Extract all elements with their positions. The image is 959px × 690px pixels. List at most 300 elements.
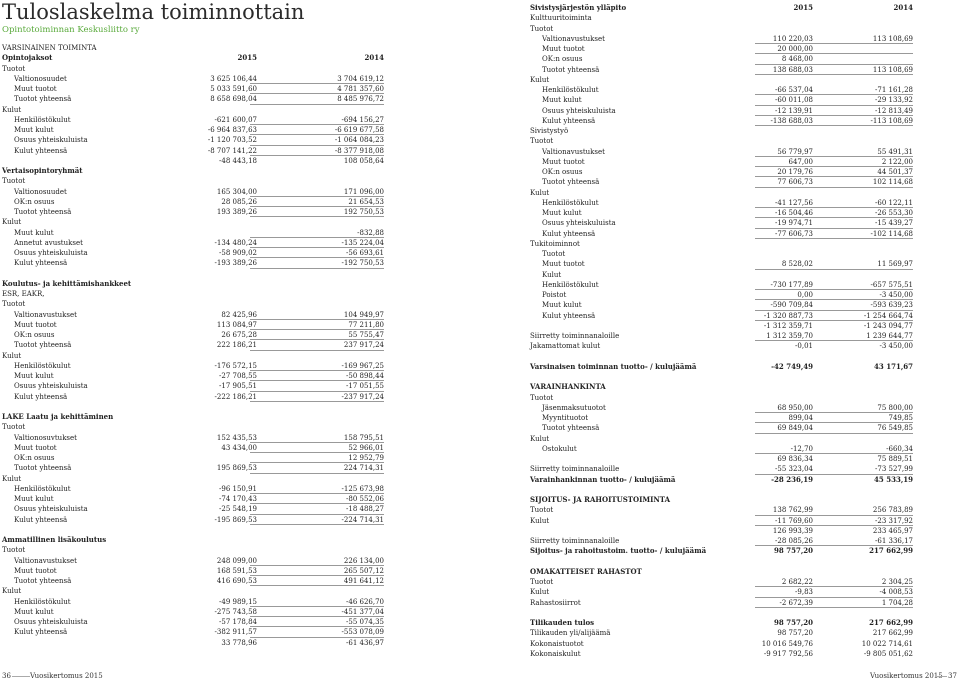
row-label: Kokonaistuotot xyxy=(530,639,584,648)
row-label: OK:n osuus xyxy=(14,454,55,462)
statement-row xyxy=(2,310,384,320)
statement-row xyxy=(2,504,384,514)
statement-row xyxy=(530,526,913,536)
statement-row xyxy=(2,494,384,504)
statement-row xyxy=(2,238,384,248)
value-2014: -71 161,28 xyxy=(875,86,913,94)
statement-row xyxy=(2,515,384,525)
row-label: Kulut xyxy=(2,474,22,483)
row-label: Muut kulut xyxy=(542,96,582,105)
row-label: Kulut xyxy=(2,105,22,114)
statement-row xyxy=(530,423,913,433)
row-label: Tuotot yhteensä xyxy=(542,424,600,433)
organization-subtitle: Opintotoiminnan Keskusliitto ry xyxy=(2,25,140,35)
value-2014: -55 074,35 xyxy=(346,618,384,626)
row-label: Osuus yhteiskuluista xyxy=(14,505,88,514)
row-label: Muut tuotot xyxy=(542,157,585,166)
value-2014: -135 224,04 xyxy=(341,238,384,247)
statement-row xyxy=(530,229,913,239)
value-2015: 152 435,53 xyxy=(216,433,257,442)
row-label: Henkilöstökulut xyxy=(14,484,71,493)
row-label: Tuotot xyxy=(2,300,26,309)
row-label: Ostokulut xyxy=(542,444,577,453)
value-2014: 55 755,47 xyxy=(348,331,384,339)
value-2015: -9,83 xyxy=(795,588,813,597)
statement-row xyxy=(530,311,913,321)
row-label: Muut kulut xyxy=(14,372,54,380)
statement-row xyxy=(2,217,384,227)
value-2015: -96 150,91 xyxy=(219,484,257,493)
value-2015: 193 389,26 xyxy=(216,208,257,216)
value-2015: -55 323,04 xyxy=(775,465,813,474)
value-2015: 222 186,21 xyxy=(216,341,257,350)
statement-row xyxy=(530,218,913,228)
row-label: Valtionavustukset xyxy=(14,310,77,319)
value-2014: -237 917,24 xyxy=(341,392,384,401)
row-label: Kulut xyxy=(2,351,22,360)
value-2014: 749,85 xyxy=(888,414,913,422)
row-label: OK:n osuus xyxy=(542,168,583,176)
row-label: VARSINAINEN TOIMINTA xyxy=(2,44,97,52)
value-2014: 104 949,97 xyxy=(343,310,384,319)
value-2015: 77 606,73 xyxy=(777,178,813,187)
value-2015: -58 909,02 xyxy=(219,249,257,257)
statement-row xyxy=(2,269,384,279)
value-2014: -46 626,70 xyxy=(346,597,384,606)
row-label: Kulut yhteensä xyxy=(542,116,596,125)
row-label: Varainhankinnan tuotto- / kulujäämä xyxy=(530,474,676,484)
value-2014: -6 619 677,58 xyxy=(334,126,384,134)
statement-row xyxy=(2,299,384,309)
row-label: Tuotot yhteensä xyxy=(14,95,72,104)
statement-row xyxy=(2,361,384,371)
row-label: Kulut yhteensä xyxy=(14,628,68,637)
row-label: Tuotot xyxy=(530,578,554,586)
row-label: Valtionavustukset xyxy=(542,34,605,43)
statement-row xyxy=(2,156,384,166)
statement-row xyxy=(2,392,384,402)
value-2015: 20 179,76 xyxy=(777,168,813,176)
value-2015: 126 993,39 xyxy=(772,526,813,535)
statement-row xyxy=(530,239,913,249)
statement-row xyxy=(530,608,913,618)
statement-row xyxy=(530,587,913,597)
value-2015: 165 304,00 xyxy=(216,187,257,196)
statement-row xyxy=(530,75,913,85)
value-2015: -17 905,51 xyxy=(219,382,257,391)
statement-row xyxy=(2,166,384,176)
statement-row xyxy=(2,105,384,115)
value-2014: 52 966,01 xyxy=(348,443,384,452)
value-2015: 168 591,53 xyxy=(216,566,257,575)
value-2015: -9 917 792,56 xyxy=(763,649,813,658)
value-2015: 899,04 xyxy=(788,414,813,422)
row-label: Henkilöstökulut xyxy=(14,115,71,124)
row-label: Tuotot yhteensä xyxy=(542,65,600,74)
statement-row xyxy=(2,566,384,576)
value-2015: 2015 xyxy=(237,53,257,63)
row-label: Kulut xyxy=(530,588,550,597)
row-label: Osuus yhteiskuluista xyxy=(14,618,88,626)
value-2014: -50 898,44 xyxy=(346,372,384,380)
value-2015: -275 743,58 xyxy=(214,607,257,616)
row-label: Valtionavustukset xyxy=(14,556,77,565)
value-2015: 195 869,53 xyxy=(216,464,257,473)
value-2014: 224 714,31 xyxy=(343,464,384,473)
statement-row xyxy=(2,320,384,330)
statement-row xyxy=(2,381,384,391)
value-2015: 69 836,34 xyxy=(777,455,813,463)
row-label: Kulut xyxy=(2,587,22,596)
value-2014: 192 750,53 xyxy=(343,208,384,216)
statement-row xyxy=(530,413,913,423)
value-2014: -657 575,51 xyxy=(870,280,913,289)
statement-row xyxy=(530,198,913,208)
value-2015: -28 236,19 xyxy=(771,474,813,484)
value-2014: 8 485 976,72 xyxy=(337,95,384,104)
statement-row xyxy=(530,444,913,454)
value-2015: -19 974,71 xyxy=(775,219,813,228)
value-2015: -730 177,89 xyxy=(770,280,813,289)
row-label: Tuotot xyxy=(542,250,566,258)
row-label: Tuotot yhteensä xyxy=(542,178,600,187)
value-2015: -0,01 xyxy=(795,342,813,351)
statement-row xyxy=(530,249,913,259)
statement-row xyxy=(2,279,384,289)
value-2015: -1 120 703,52 xyxy=(207,136,257,145)
statement-row xyxy=(2,187,384,197)
value-2014: 217 662,99 xyxy=(872,629,913,638)
row-label: Tuotot xyxy=(2,64,26,73)
statement-row xyxy=(530,24,913,34)
statement-row xyxy=(530,54,913,64)
value-2015: 33 778,96 xyxy=(221,638,257,647)
row-label: Tuotot xyxy=(530,137,554,146)
statement-row xyxy=(2,248,384,258)
value-2015: -11 769,60 xyxy=(775,516,813,525)
value-2014: 256 783,89 xyxy=(872,506,913,515)
value-2014: -29 133,92 xyxy=(875,96,913,105)
value-2014: -56 693,61 xyxy=(346,249,384,257)
value-2014: 10 022 714,61 xyxy=(861,639,913,648)
statement-row xyxy=(2,484,384,494)
row-label: Muut tuotot xyxy=(542,45,585,53)
statement-row xyxy=(530,495,913,505)
statement-row xyxy=(530,208,913,218)
value-2014: 226 134,00 xyxy=(343,556,384,565)
statement-row xyxy=(2,422,384,432)
statement-row xyxy=(2,94,384,104)
value-2015: -134 480,24 xyxy=(214,238,257,247)
value-2014: -1 064 084,23 xyxy=(334,136,384,145)
row-label: Osuus yhteiskuluista xyxy=(14,136,88,145)
statement-row xyxy=(2,53,384,63)
value-2014: 4 781 357,60 xyxy=(337,85,384,93)
value-2014: -113 108,69 xyxy=(870,116,913,125)
statement-row xyxy=(530,577,913,587)
statement-row xyxy=(2,545,384,555)
row-label: Henkilöstökulut xyxy=(14,597,71,606)
statement-row xyxy=(530,280,913,290)
statement-row xyxy=(530,464,913,474)
value-2015: -195 869,53 xyxy=(214,515,257,524)
row-label: Sijoitus- ja rahoitustoim. tuotto- / kulujäämä xyxy=(530,546,707,556)
row-label: Kulut yhteensä xyxy=(14,515,68,524)
statement-row xyxy=(2,443,384,453)
row-label: Kulut yhteensä xyxy=(14,392,68,401)
value-2014: 171 096,00 xyxy=(343,187,384,196)
statement-row xyxy=(2,433,384,443)
statement-row xyxy=(530,485,913,495)
row-label: Muut tuotot xyxy=(14,443,57,452)
row-label: Henkilöstökulut xyxy=(542,280,599,289)
statement-row xyxy=(2,340,384,350)
statement-row xyxy=(2,197,384,207)
statement-row xyxy=(530,567,913,577)
value-2015: -25 548,19 xyxy=(219,505,257,514)
statement-row xyxy=(530,300,913,310)
value-2014: 113 108,69 xyxy=(872,34,913,43)
row-label: Valtionosuudet xyxy=(14,74,67,83)
statement-row xyxy=(2,115,384,125)
value-2014: -694 156,27 xyxy=(341,115,384,124)
row-label: Kulut xyxy=(530,188,550,197)
statement-row xyxy=(530,454,913,464)
value-2014: -832,88 xyxy=(357,228,384,237)
value-2015: -48 443,18 xyxy=(219,156,257,165)
statement-row xyxy=(530,557,913,567)
row-label: Jäsenmaksutuotot xyxy=(542,403,606,412)
statement-row xyxy=(530,649,913,659)
statement-row xyxy=(2,84,384,94)
statement-row xyxy=(2,463,384,473)
statement-row xyxy=(530,618,913,628)
value-2014: -593 639,23 xyxy=(870,301,913,310)
value-2015: -77 606,73 xyxy=(775,229,813,238)
value-2015: 56 779,97 xyxy=(777,147,813,156)
value-2014: 102 114,68 xyxy=(872,178,913,187)
value-2015: -57 178,84 xyxy=(219,618,257,626)
row-label: Kulut xyxy=(530,75,550,84)
row-label: Tuotot xyxy=(530,24,554,33)
statement-row xyxy=(2,607,384,617)
value-2015: -138 688,03 xyxy=(770,116,813,125)
value-2015: 26 675,28 xyxy=(221,331,257,339)
statement-row xyxy=(530,475,913,485)
statement-row xyxy=(530,13,913,23)
row-label: Annetut avustukset xyxy=(14,238,83,247)
statement-row xyxy=(2,617,384,627)
value-2015: -74 170,43 xyxy=(219,495,257,503)
statement-row xyxy=(530,65,913,75)
value-2014: -8 377 918,08 xyxy=(334,146,384,155)
statement-row xyxy=(530,352,913,362)
row-label: Siirretty toiminnanaloille xyxy=(530,537,620,545)
left-statement-column xyxy=(2,43,384,648)
value-2014: -1 254 664,74 xyxy=(863,311,913,320)
row-label: Tuotot xyxy=(530,393,554,402)
value-2015: 68 950,00 xyxy=(777,403,813,412)
row-label: Muut tuotot xyxy=(542,260,585,269)
statement-row xyxy=(2,556,384,566)
value-2014: -73 527,99 xyxy=(875,465,913,474)
statement-row xyxy=(2,453,384,463)
value-2014: 77 211,80 xyxy=(348,320,384,329)
row-label: OK:n osuus xyxy=(14,197,55,206)
value-2014: 45 533,19 xyxy=(874,474,913,484)
row-label: Kulut yhteensä xyxy=(542,229,596,238)
statement-row xyxy=(2,176,384,186)
value-2014: -18 488,27 xyxy=(346,505,384,514)
footer-page-right: 37 xyxy=(948,672,957,680)
value-2015: 138 688,03 xyxy=(772,65,813,74)
row-label: LAKE Laatu ja kehittäminen xyxy=(2,412,114,421)
value-2015: 5 033 591,60 xyxy=(210,85,257,93)
statement-row xyxy=(530,628,913,638)
value-2014: -660,34 xyxy=(886,444,913,453)
statement-row xyxy=(530,516,913,526)
statement-row xyxy=(530,3,913,13)
statement-row xyxy=(2,289,384,299)
value-2014: 1 704,28 xyxy=(881,598,913,607)
statement-row xyxy=(2,638,384,648)
value-2015: 647,00 xyxy=(788,157,813,166)
statement-row xyxy=(530,34,913,44)
value-2015: -1 312 359,71 xyxy=(763,321,813,330)
value-2014: 3 704 619,12 xyxy=(337,74,384,83)
statement-row xyxy=(2,258,384,268)
statement-row xyxy=(530,434,913,444)
row-label: Muut kulut xyxy=(542,301,582,310)
statement-row xyxy=(2,525,384,535)
row-label: Sivistysjärjestön ylläpito xyxy=(530,3,627,12)
row-label: Valtionavustukset xyxy=(542,147,605,156)
value-2014: 217 662,99 xyxy=(869,546,913,556)
value-2015: -66 537,04 xyxy=(775,86,813,94)
value-2014: 21 654,53 xyxy=(348,197,384,206)
value-2015: -176 572,15 xyxy=(214,361,257,370)
statement-row xyxy=(2,412,384,422)
statement-row xyxy=(2,351,384,361)
row-label: Tuotot yhteensä xyxy=(14,577,72,585)
value-2014: 2 304,25 xyxy=(881,578,913,586)
value-2014: 44 501,37 xyxy=(877,168,913,176)
value-2015: -60 011,08 xyxy=(775,96,813,105)
statement-row xyxy=(2,135,384,145)
statement-row xyxy=(530,403,913,413)
value-2015: 28 085,26 xyxy=(221,197,257,206)
statement-row xyxy=(530,126,913,136)
row-label: Tilikauden yli/alijäämä xyxy=(530,629,611,638)
value-2015: 2 682,22 xyxy=(781,578,813,586)
statement-row xyxy=(530,188,913,198)
value-2015: -6 964 837,63 xyxy=(207,126,257,134)
statement-row xyxy=(2,535,384,545)
value-2015: -590 709,84 xyxy=(770,301,813,310)
statement-row xyxy=(530,382,913,392)
statement-row xyxy=(530,167,913,177)
statement-row xyxy=(2,64,384,74)
row-label: Varsinaisen toiminnan tuotto- / kulujäämä xyxy=(530,361,697,371)
row-label: Osuus yhteiskuluista xyxy=(542,219,616,228)
row-label: Tuotot xyxy=(2,177,26,186)
row-label: Sivistystyö xyxy=(530,127,569,135)
value-2015: -12,70 xyxy=(790,444,813,453)
statement-row xyxy=(2,43,384,53)
value-2015: 110 220,03 xyxy=(772,34,813,43)
row-label: Poistot xyxy=(542,291,567,299)
row-label: Muut kulut xyxy=(14,607,54,616)
value-2014: 237 917,24 xyxy=(343,341,384,350)
value-2015: 1 312 359,70 xyxy=(766,332,813,340)
statement-row xyxy=(2,474,384,484)
value-2014: -169 967,25 xyxy=(341,361,384,370)
value-2014: 2014 xyxy=(364,53,384,63)
value-2014: 55 491,31 xyxy=(877,147,913,156)
statement-row xyxy=(530,331,913,341)
value-2014: 76 549,85 xyxy=(877,424,913,433)
row-label: Tuotot xyxy=(2,423,26,432)
value-2015: -41 127,56 xyxy=(775,198,813,207)
statement-row xyxy=(530,259,913,269)
row-label: Kulut yhteensä xyxy=(542,311,596,320)
value-2014: -9 805 051,62 xyxy=(863,649,913,658)
row-label: Vertaisopintoryhmät xyxy=(2,166,83,175)
value-2014: 233 465,97 xyxy=(872,526,913,535)
value-2014: -61 336,17 xyxy=(875,537,913,545)
value-2015: 3 625 106,44 xyxy=(210,74,257,83)
value-2014: -3 450,00 xyxy=(879,342,913,351)
statement-row xyxy=(530,270,913,280)
statement-row xyxy=(2,402,384,412)
row-label: Kulut yhteensä xyxy=(14,259,68,268)
statement-row xyxy=(530,362,913,372)
value-2014: -224 714,31 xyxy=(341,515,384,524)
value-2014: -3 450,00 xyxy=(879,291,913,299)
value-2014: -102 114,68 xyxy=(870,229,913,238)
value-2014: 113 108,69 xyxy=(872,65,913,74)
statement-row xyxy=(2,125,384,135)
row-label: Tuotot xyxy=(2,546,26,555)
value-2014: -125 673,98 xyxy=(341,484,384,493)
value-2015: -16 504,46 xyxy=(775,209,813,217)
row-label: Muut tuotot xyxy=(14,85,57,93)
row-label: Tilikauden tulos xyxy=(530,618,595,627)
row-label: Muut tuotot xyxy=(14,566,57,575)
value-2014: 11 569,97 xyxy=(877,260,913,269)
footer-rule-left xyxy=(12,676,30,677)
value-2015: -193 389,26 xyxy=(214,259,257,268)
value-2014: 12 952,79 xyxy=(348,454,384,462)
value-2014: -61 436,97 xyxy=(346,638,384,647)
statement-row xyxy=(530,546,913,556)
statement-row xyxy=(2,228,384,238)
row-label: Siirretty toiminnanaloille xyxy=(530,465,620,474)
row-label: OK:n osuus xyxy=(14,331,55,339)
statement-row xyxy=(530,106,913,116)
value-2014: -1 243 094,77 xyxy=(863,321,913,330)
row-label: Kulut xyxy=(2,218,22,227)
statement-row xyxy=(2,207,384,217)
row-label: Tukitoiminnot xyxy=(530,239,580,248)
statement-row xyxy=(530,116,913,126)
row-label: Koulutus- ja kehittämishankkeet xyxy=(2,278,132,288)
row-label: Osuus yhteiskuluista xyxy=(14,249,88,257)
row-label: Kokonaiskulut xyxy=(530,649,581,658)
row-label: Muut tuotot xyxy=(14,320,57,329)
value-2014: -60 122,11 xyxy=(875,198,913,207)
row-label: Valtionosuvtukset xyxy=(14,433,77,442)
